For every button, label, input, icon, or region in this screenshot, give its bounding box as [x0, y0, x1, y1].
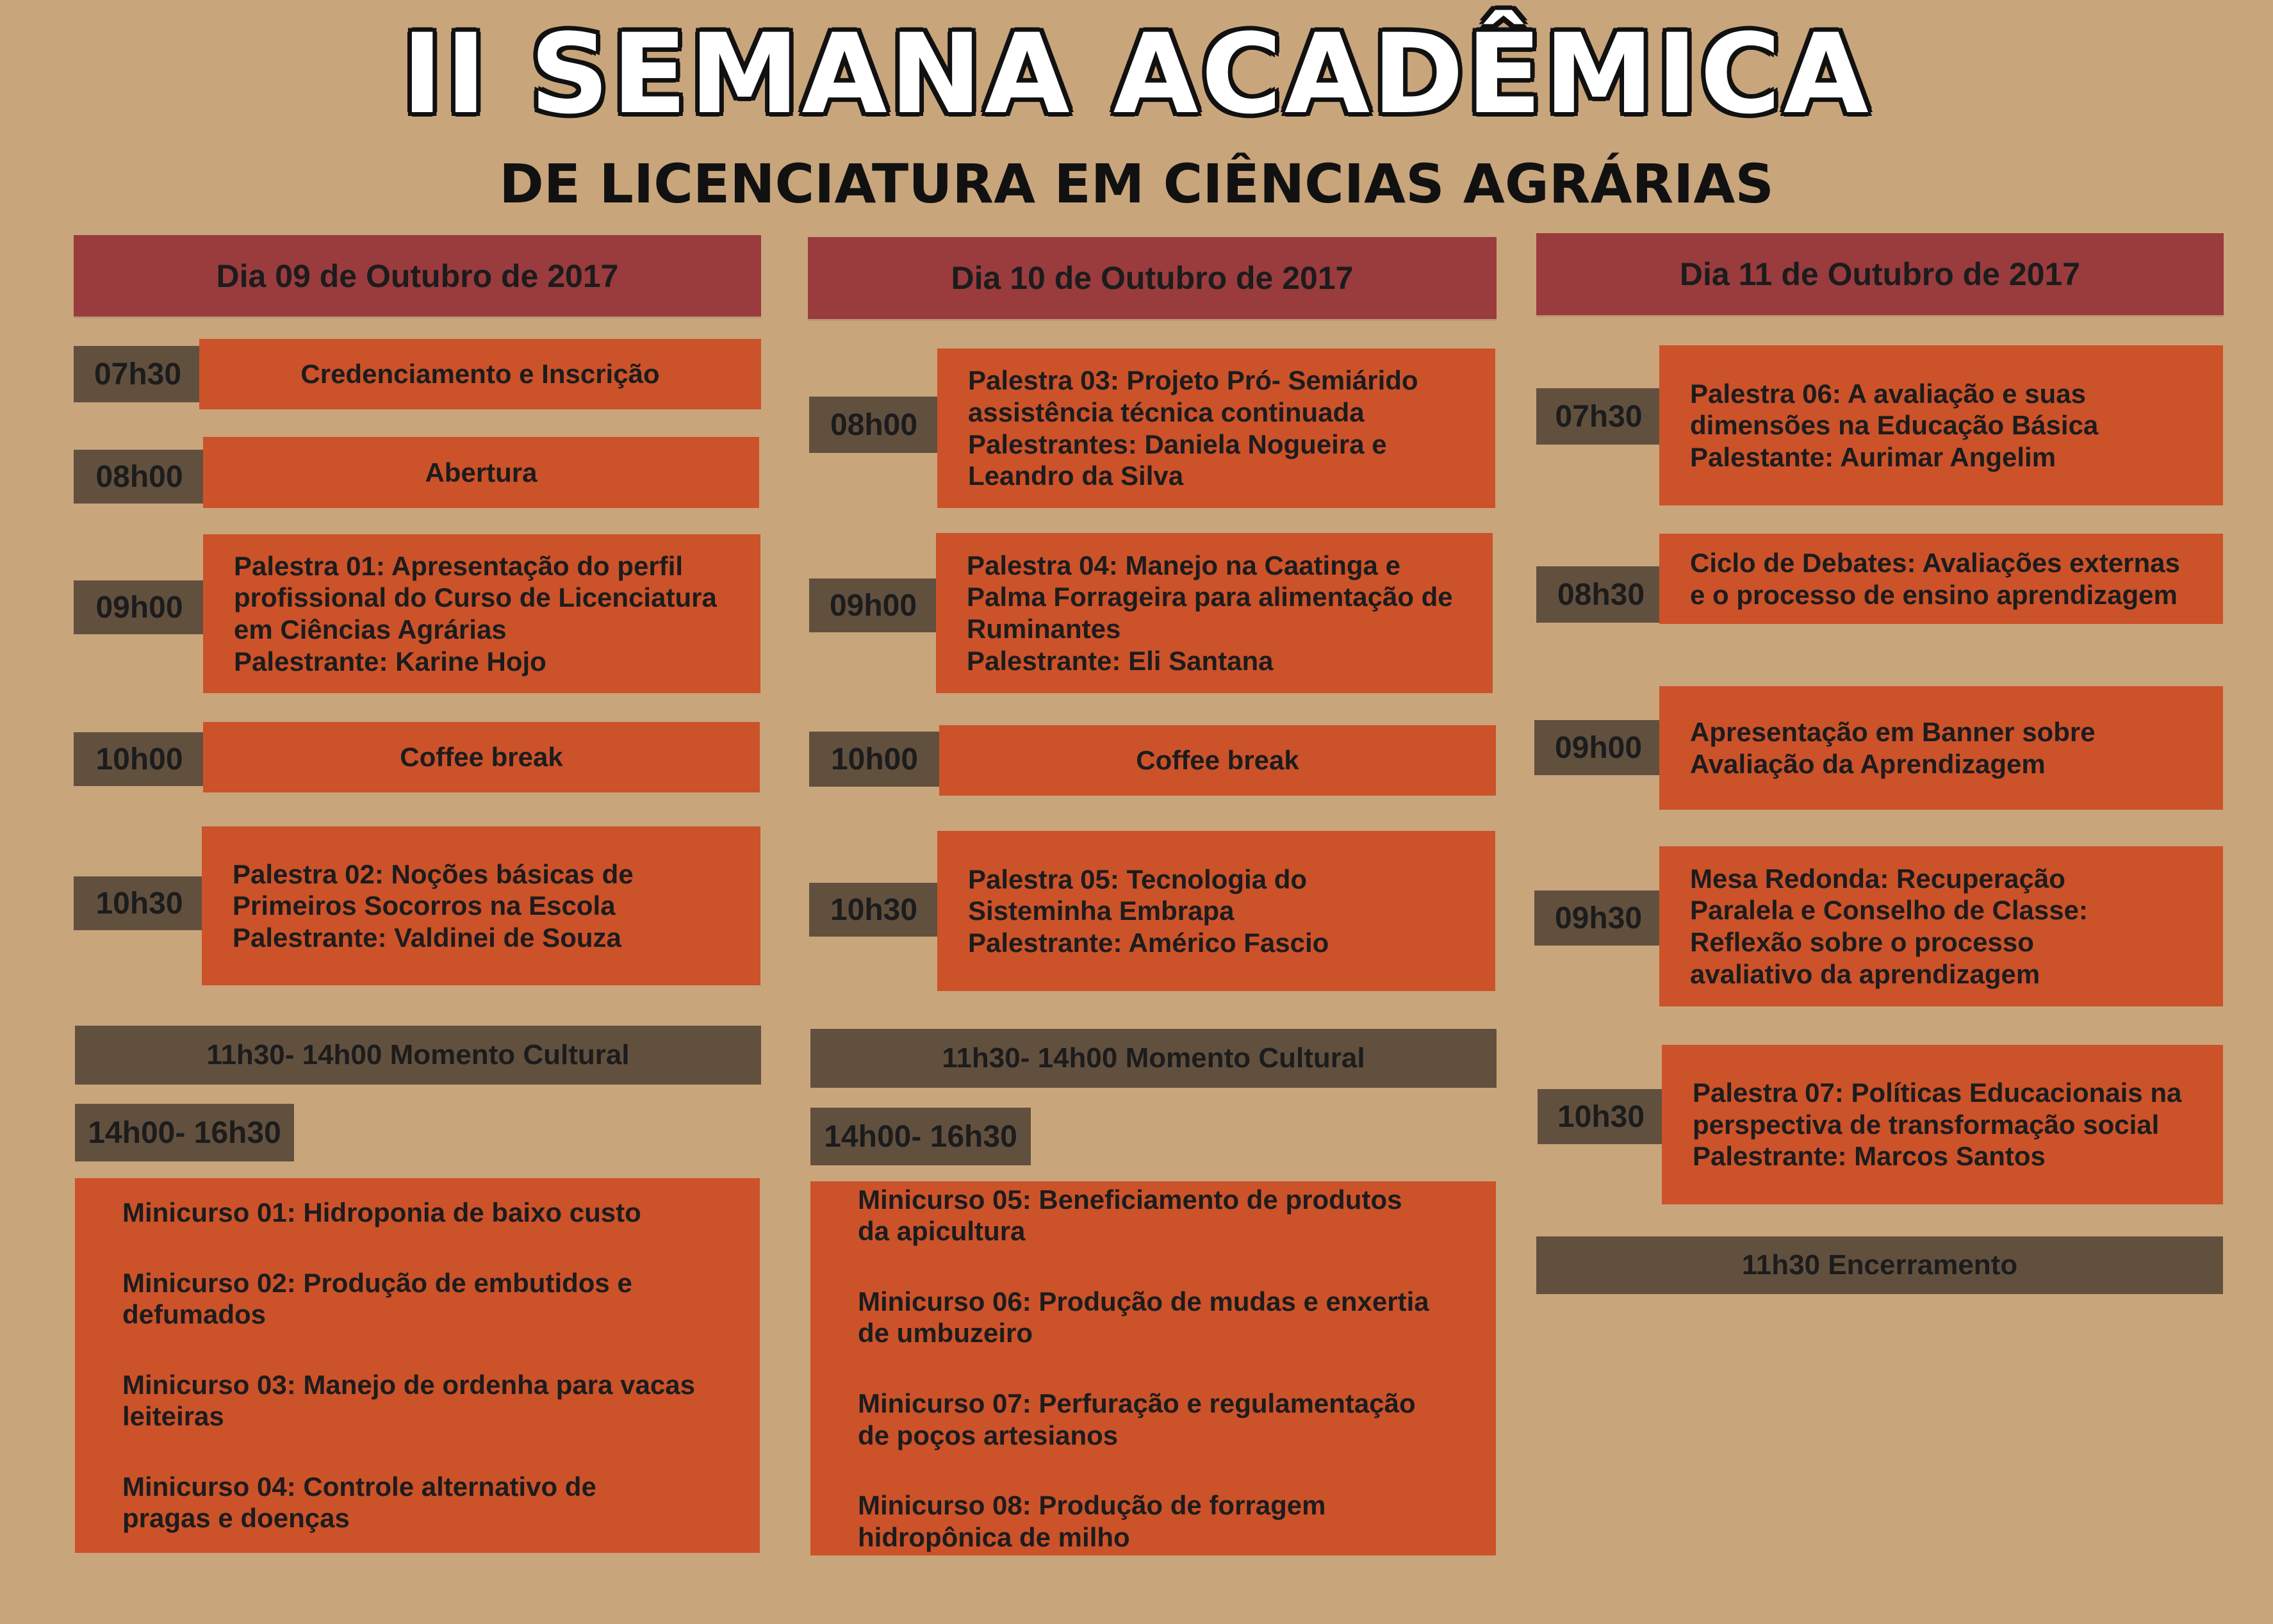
- item-line: de poços artesianos: [858, 1420, 1119, 1450]
- time-slot: 08h00: [74, 450, 205, 504]
- item-line: Palestrantes: Daniela Nogueira e: [968, 429, 1387, 459]
- item-line: Minicurso 08: Produção de forragem: [858, 1490, 1326, 1521]
- item-line: Palestra 01: Apresentação do perfil: [234, 550, 684, 581]
- item-line: Minicurso 02: Produção de embutidos e: [122, 1267, 632, 1298]
- item-line: Minicurso 07: Perfuração e regulamentação: [858, 1388, 1416, 1418]
- item-line: hidropônica de milho: [858, 1521, 1130, 1552]
- item-line: dimensões na Educação Básica: [1690, 410, 2099, 441]
- item-line: profissional do Curso de Licenciatura: [234, 582, 717, 613]
- item-line: Paralela e Conselho de Classe:: [1690, 895, 2088, 926]
- item-line: Palestrante: Eli Santana: [967, 645, 1274, 676]
- item-line: assistência técnica continuada: [968, 397, 1365, 427]
- time-slot: 10h30: [1538, 1089, 1664, 1144]
- item-line: Leandro da Silva: [968, 461, 1184, 491]
- minicurso-item: [858, 1286, 1470, 1349]
- item-line: Ciclo de Debates: Avaliações externas: [1690, 547, 2180, 578]
- time-slot: 08h00: [809, 397, 939, 453]
- item-line: Palestrante: Karine Hojo: [234, 646, 546, 677]
- time-slot: 07h30: [1536, 388, 1661, 445]
- time-slot: 10h00: [809, 732, 940, 787]
- minicurso-item: [858, 1184, 1470, 1247]
- minicurso-item: [122, 1369, 734, 1432]
- item-line: Palestra 07: Políticas Educacionais na: [1693, 1078, 2182, 1108]
- day-header-11: Dia 11 de Outubro de 2017: [1536, 233, 2224, 315]
- item-line: Apresentação em Banner sobre: [1690, 716, 2096, 747]
- item-line: e o processo de ensino aprendizagem: [1690, 579, 2178, 610]
- item-line: Palestrante: Américo Fascio: [968, 927, 1329, 958]
- item-line: de umbuzeiro: [858, 1318, 1033, 1349]
- afternoon-time: 14h00- 16h30: [75, 1104, 294, 1161]
- schedule-item: [939, 725, 1496, 796]
- schedule-item: [937, 349, 1495, 508]
- schedule-item: [1659, 345, 2223, 505]
- schedule-item: [199, 339, 761, 409]
- item-line: Credenciamento e Inscrição: [300, 359, 660, 390]
- minicurso-item: [122, 1197, 734, 1229]
- item-line: Minicurso 03: Manejo de ordenha para vacas: [122, 1369, 695, 1400]
- time-slot: 08h30: [1536, 566, 1666, 623]
- item-line: pragas e doenças: [122, 1503, 350, 1534]
- schedule-item: [936, 533, 1493, 693]
- time-slot: 10h30: [809, 883, 939, 937]
- time-slot: 09h00: [74, 580, 205, 634]
- item-line: Palestra 03: Projeto Pró- Semiárido: [968, 365, 1418, 396]
- item-line: Mesa Redonda: Recuperação: [1690, 863, 2065, 894]
- item-line: defumados: [122, 1299, 267, 1330]
- time-slot: 09h00: [1534, 720, 1662, 775]
- minicursos-box: [75, 1178, 760, 1553]
- cultural-bar: 11h30- 14h00 Momento Cultural: [810, 1029, 1497, 1088]
- time-slot: 10h00: [74, 732, 205, 786]
- time-slot: 09h00: [809, 578, 937, 632]
- afternoon-time: 14h00- 16h30: [810, 1108, 1031, 1165]
- item-line: Palestra 02: Noções básicas de: [233, 858, 634, 889]
- item-line: Minicurso 05: Beneficiamento de produtos: [858, 1184, 1402, 1215]
- schedule-item: [203, 534, 760, 693]
- day-header-10: Dia 10 de Outubro de 2017: [808, 237, 1497, 319]
- item-line: em Ciências Agrárias: [234, 614, 507, 644]
- minicurso-item: [122, 1471, 734, 1534]
- item-line: Palestrante: Valdinei de Souza: [233, 922, 621, 953]
- item-line: da apicultura: [858, 1216, 1026, 1247]
- item-line: Minicurso 01: Hidroponia de baixo custo: [122, 1197, 641, 1228]
- schedule-item: [1659, 686, 2223, 810]
- item-line: Coffee break: [1136, 745, 1299, 776]
- time-slot: 10h30: [74, 876, 205, 930]
- item-line: Ruminantes: [967, 614, 1121, 644]
- item-line: Sisteminha Embrapa: [968, 896, 1235, 926]
- event-subtitle: DE LICENCIATURA EM CIÊNCIAS AGRÁRIAS: [499, 152, 1774, 215]
- item-line: Palestra 04: Manejo na Caatinga e: [967, 550, 1400, 580]
- item-line: Minicurso 06: Produção de mudas e enxertia: [858, 1286, 1429, 1316]
- item-line: Abertura: [425, 457, 537, 488]
- day-header-09: Dia 09 de Outubro de 2017: [74, 235, 761, 316]
- schedule-item: [203, 722, 760, 792]
- closing-bar: 11h30 Encerramento: [1536, 1236, 2223, 1294]
- schedule-item: [937, 831, 1495, 991]
- item-line: leiteiras: [122, 1401, 224, 1432]
- schedule-item: [202, 826, 760, 985]
- schedule-item: [1659, 846, 2223, 1006]
- schedule-item: [1659, 534, 2223, 624]
- item-line: Palestrante: Marcos Santos: [1693, 1141, 2046, 1172]
- item-line: Palestra 06: A avaliação e suas: [1690, 378, 2086, 409]
- event-title: II SEMANA ACADÊMICA: [402, 10, 1871, 138]
- item-line: Avaliação da Aprendizagem: [1690, 748, 2046, 779]
- time-slot: 07h30: [74, 346, 202, 402]
- item-line: perspectiva de transformação social: [1693, 1109, 2160, 1140]
- item-line: Palestra 05: Tecnologia do: [968, 864, 1308, 894]
- item-line: Primeiros Socorros na Escola: [233, 890, 616, 921]
- time-slot: 09h30: [1534, 890, 1662, 946]
- item-line: Palma Forrageira para alimentação de: [967, 582, 1453, 612]
- item-line: Coffee break: [400, 742, 563, 773]
- minicurso-item: [122, 1267, 734, 1331]
- minicurso-item: [858, 1489, 1470, 1553]
- schedule-item: [203, 437, 759, 508]
- minicurso-item: [858, 1388, 1470, 1451]
- schedule-item: [1662, 1045, 2223, 1204]
- item-line: Palestante: Aurimar Angelim: [1690, 441, 2056, 472]
- item-line: Reflexão sobre o processo: [1690, 927, 2034, 957]
- minicursos-box: [810, 1181, 1496, 1555]
- item-line: Minicurso 04: Controle alternativo de: [122, 1471, 596, 1502]
- cultural-bar: 11h30- 14h00 Momento Cultural: [75, 1026, 761, 1085]
- item-line: avaliativo da aprendizagem: [1690, 958, 2040, 989]
